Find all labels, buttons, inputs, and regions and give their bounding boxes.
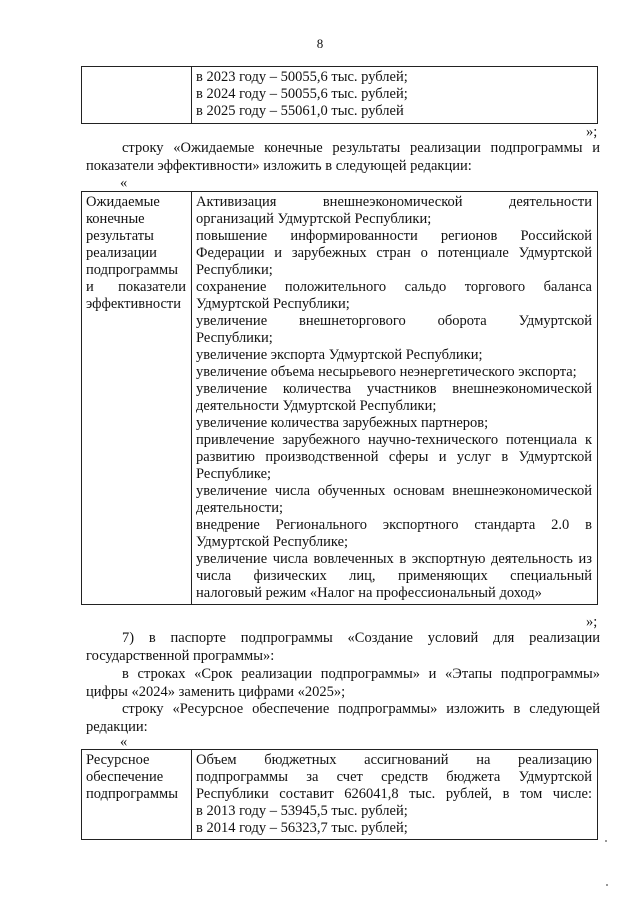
instruction-paragraph: в строках «Срок реализации подпрограммы» и «Этапы подпрограммы» цифры «2024» заменить цифрами «2025»; <box>86 666 600 700</box>
funding-table-right-cell <box>192 67 598 124</box>
results-table <box>81 191 598 605</box>
result-item: увеличение объема несырьевого неэнергетического экспорта; <box>196 364 577 380</box>
opening-quote: « <box>120 734 128 750</box>
result-item: увеличение экспорта Удмуртской Республики; <box>196 347 483 363</box>
scan-speck <box>606 884 608 886</box>
result-item: увеличение числа обученных основам внешнеэкономической деятельности; <box>196 483 592 516</box>
result-item: Активизация внешнеэкономической деятельности организаций Удмуртской Республики; <box>196 194 592 227</box>
instruction-paragraph: строку «Ресурсное обеспечение подпрограммы» изложить в следующей редакции: <box>86 701 600 735</box>
funding-table-left-cell <box>82 67 192 124</box>
opening-quote: « <box>120 175 128 191</box>
results-table-label-cell: Ожидаемые конечные результаты реализации подпрограммы и показатели эффективности <box>82 192 192 605</box>
result-item: увеличение количества участников внешнеэкономической деятельности Удмуртской Республики; <box>196 381 592 414</box>
funding-line: в 2025 году – 55061,0 тыс. рублей <box>196 103 404 119</box>
results-table-content-cell <box>192 192 598 605</box>
scan-speck <box>605 840 607 842</box>
resource-table <box>81 749 598 840</box>
result-item: привлечение зарубежного научно-технического потенциала к развитию производственной сферы и услуг в Удмуртской Республике; <box>196 432 592 482</box>
funding-table-fragment <box>81 66 598 124</box>
result-item: увеличение внешнеторгового оборота Удмуртской Республики; <box>196 313 592 346</box>
instruction-paragraph: строку «Ожидаемые конечные результаты реализации подпрограммы и показатели эффективности» изложить в следующей редакции: <box>86 140 600 174</box>
result-item: повышение информированности регионов Российской Федерации и зарубежных стран о потенциале Удмуртской Республики; <box>196 228 592 278</box>
funding-line: в 2024 году – 50055,6 тыс. рублей; <box>196 86 408 102</box>
result-item: сохранение положительного сальдо торгового баланса Удмуртской Республики; <box>196 279 592 312</box>
resource-table-content-cell: Объем бюджетных ассигнований на реализацию подпрограммы за счет средств бюджета Удмуртской Республики составит 626041,8 тыс. рублей, в том числе: в 2013 году – 53945,5 тыс. рублей; в 2014 году – 56323,7 тыс. рублей; <box>192 750 598 840</box>
result-item: увеличение количества зарубежных партнеров; <box>196 415 489 431</box>
result-item: увеличение числа вовлеченных в экспортную деятельность из числа физических лиц, применяющих специальный налоговый режим «Налог на профессиональный доход» <box>196 551 592 601</box>
instruction-paragraph: 7) в паспорте подпрограммы «Создание условий для реализации государственной программы»: <box>86 630 600 664</box>
closing-quote: »; <box>586 614 598 630</box>
funding-line: в 2023 году – 50055,6 тыс. рублей; <box>196 69 408 85</box>
resource-table-label-cell: Ресурсное обеспечение подпрограммы <box>82 750 192 840</box>
page-number: 8 <box>316 36 324 51</box>
result-item: внедрение Регионального экспортного стандарта 2.0 в Удмуртской Республике; <box>196 517 592 550</box>
closing-quote: »; <box>586 124 598 140</box>
